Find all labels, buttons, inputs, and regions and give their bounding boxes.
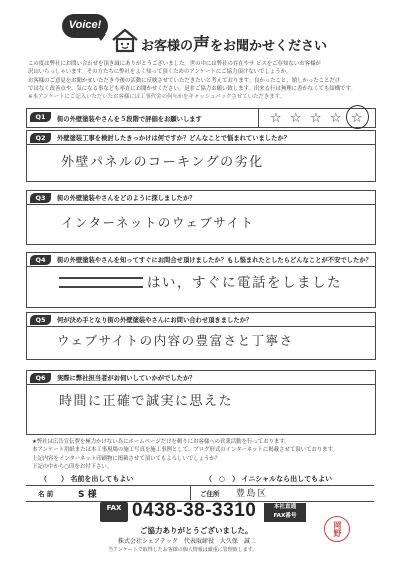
crossed-out-scribble <box>59 277 143 288</box>
question-text: 街の外壁塗装やさんを知ってすぐにお問合せ頂けましたか？もし悩まれたとしたらどんなことが不安でしたか？ <box>57 257 372 264</box>
title-prefix: お客様の <box>141 39 194 54</box>
intro-line: 沢山いらっしゃいます。その方たちに弊社をよく知って頂くためのアンケートにご協力頂けないでしょうか。 <box>28 69 292 76</box>
name-value[interactable]: S 様 <box>78 490 97 500</box>
answer-text: はい，すぐに電話をしました <box>147 275 342 291</box>
page-title <box>141 30 327 55</box>
question-number: Q3 <box>30 193 51 203</box>
note-line: ★弊社は広告宣伝費を極力かけない為にホームページだけを頼りにお客様への営業活動を行っております。 <box>32 439 290 445</box>
question-number: Q1 <box>30 112 51 122</box>
name-label: 名 前 <box>38 490 54 498</box>
answer-text: ウェブサイトの内容の豊富さと丁寧さ <box>57 333 294 348</box>
answer-text: インターネットのウェブサイト <box>61 215 255 230</box>
intro-line: この度は弊社にお問い合わせを頂き誠にありがとうございました。世の中には弊社の存在やサ ビスをご存知ないお客様が <box>28 61 321 67</box>
question-block-q1 <box>26 108 376 128</box>
question-block-q3 <box>26 190 376 245</box>
answer-text: 外壁パネルのコーキングの劣化 <box>61 155 264 170</box>
voice-badge-text: Voice! <box>68 19 102 31</box>
row-divider <box>190 485 191 500</box>
question-block-q4 <box>26 252 376 308</box>
rating-circle-mark <box>346 105 369 129</box>
intro-line: ではなく改善点や、気になる事なども率直にお聞かせください。是非ご協力お願い致します。出来る行は無理に書かなくても結構です。 <box>28 85 356 92</box>
consent-option-name[interactable] <box>40 474 133 484</box>
note-line: 下記の中から○印をお付下さい。 <box>32 463 113 470</box>
title-suffix: をお聞かせください <box>210 39 328 54</box>
address-value[interactable]: 豊島区 <box>236 489 268 499</box>
star-icon[interactable]: ☆ <box>351 111 363 126</box>
house-icon <box>110 27 140 53</box>
question-text: 街の外壁塗装やさんを５段階で評価をお願いします <box>57 116 202 123</box>
privacy-note: 当アンケートで取得したお客様の個人情報は厳重に管理致します。 <box>108 547 258 553</box>
intro-line: お客様のご意見をお聞かせいただき今後の活動に反映させていただきたいと考えております。良かったこと、嬉しかったことだけ <box>28 77 341 84</box>
consent-label: イニシャルなら出してもよい <box>241 475 333 483</box>
question-block-q5 <box>26 312 376 360</box>
question-header <box>27 313 375 327</box>
title-big: 声 <box>193 35 211 55</box>
publication-notes <box>32 438 377 471</box>
consent-mark: （ ○ ） <box>205 475 240 483</box>
fax-box-line: FAX番号 <box>273 513 297 519</box>
note-line: 本アンケート用紙または本工事現場の施工写真を施工事例として、ブログ形式のインターネットに掲載させて頂いております。 <box>32 447 338 454</box>
fax-box-line: 本社直通 <box>273 504 297 510</box>
voice-badge-tail <box>96 34 106 41</box>
address-label: ご住所 <box>200 490 220 498</box>
intro-cashback-note: ※本アンケートにご記入いただいたお客様には工事代金の何％かをキャッシュバックさせていただきます。 <box>28 94 286 101</box>
consent-label: 名前を出してもよい <box>70 475 134 483</box>
star-icon[interactable]: ☆ <box>290 111 302 126</box>
question-text: 実際に弊社担当者がお伺いしていかがでしたか？ <box>57 375 196 382</box>
star-icon[interactable]: ☆ <box>330 111 342 126</box>
thanks-text: ご協力ありがとうございました。 <box>140 526 253 535</box>
answer-text: 時間に正確で誠実に思えた <box>59 394 234 409</box>
question-number: Q2 <box>30 133 51 143</box>
question-text: 何が決め手となり街の外壁塗装やさんにお問い合わせ頂きましたか？ <box>57 317 253 324</box>
question-block-q2 <box>26 130 376 182</box>
question-header <box>27 191 375 205</box>
company-name: 株式会社シェアテック 代表取締役 大久保 誠二 <box>118 538 256 545</box>
fax-number: 0438-38-3310 <box>132 500 257 521</box>
question-block-q6 <box>26 370 376 435</box>
question-text: 街の外壁塗装やさんをどのように探しましたか？ <box>57 195 196 202</box>
question-number: Q4 <box>30 255 51 265</box>
question-header <box>27 253 375 267</box>
fax-direct-box <box>264 503 306 522</box>
star-icon[interactable]: ☆ <box>310 111 322 126</box>
question-number: Q5 <box>30 315 51 325</box>
consent-option-initials[interactable] <box>205 474 332 484</box>
question-header <box>27 371 375 385</box>
star-icon[interactable]: ☆ <box>270 111 282 126</box>
question-number: Q6 <box>30 373 51 383</box>
intro-text <box>28 60 376 101</box>
question-header <box>27 131 375 145</box>
q1-divider <box>258 108 259 128</box>
note-line: 上記内容をインターネット印刷物に掲載させて頂いてもよろしいでしょうか？ <box>32 455 221 462</box>
fax-label: FAX <box>106 504 122 512</box>
hanko-stamp <box>324 516 350 542</box>
stamp-text: 岡野 <box>333 521 342 537</box>
consent-mark: （ ） <box>40 475 68 483</box>
question-text: 外壁塗装工事を検討したきっかけは何ですか？どんなことで悩まれていましたか？ <box>57 135 290 142</box>
